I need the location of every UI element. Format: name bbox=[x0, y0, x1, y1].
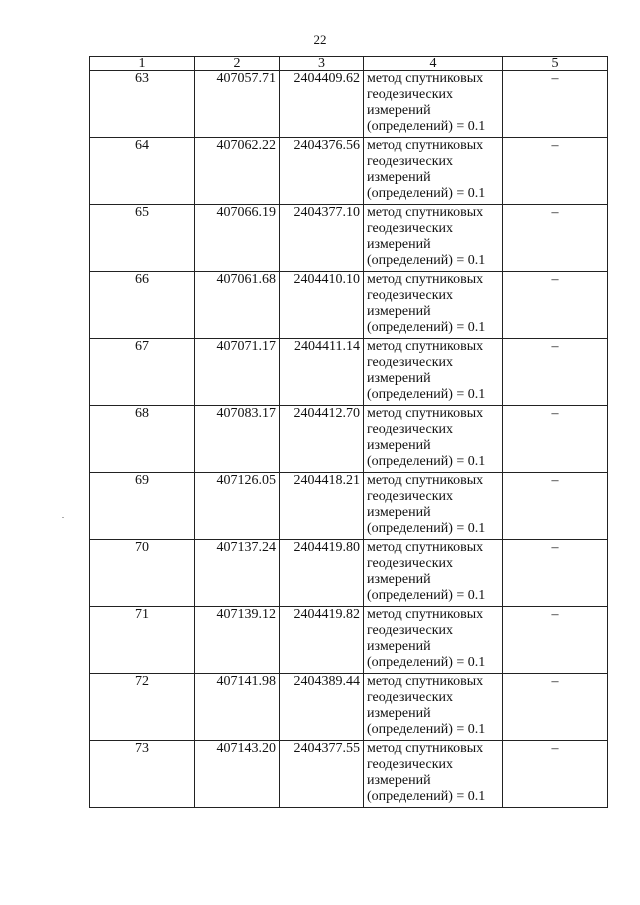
method-line: измерений bbox=[367, 505, 431, 520]
table-row bbox=[90, 272, 608, 339]
note-cell: – bbox=[503, 741, 608, 808]
method-cell bbox=[364, 607, 503, 674]
x-coordinate-cell: 407083.17 bbox=[195, 406, 280, 473]
y-coordinate-cell: 2404419.82 bbox=[280, 607, 364, 674]
point-number-cell: 69 bbox=[90, 473, 195, 540]
note-cell: – bbox=[503, 607, 608, 674]
method-line: измерений bbox=[367, 304, 431, 319]
method-line: метод спутниковых bbox=[367, 674, 484, 689]
column-header-2: 2 bbox=[195, 57, 280, 71]
y-coordinate-cell: 2404411.14 bbox=[280, 339, 364, 406]
method-line: (определений) = 0.1 bbox=[367, 119, 486, 134]
method-line: геодезических bbox=[367, 489, 454, 504]
table-row bbox=[90, 205, 608, 272]
method-line: метод спутниковых bbox=[367, 71, 484, 86]
method-cell bbox=[364, 272, 503, 339]
method-line: геодезических bbox=[367, 422, 454, 437]
x-coordinate-cell: 407137.24 bbox=[195, 540, 280, 607]
point-number-cell: 65 bbox=[90, 205, 195, 272]
x-coordinate-cell: 407143.20 bbox=[195, 741, 280, 808]
note-cell: – bbox=[503, 406, 608, 473]
method-cell bbox=[364, 138, 503, 205]
method-line: (определений) = 0.1 bbox=[367, 588, 486, 603]
y-coordinate-cell: 2404377.10 bbox=[280, 205, 364, 272]
x-coordinate-cell: 407139.12 bbox=[195, 607, 280, 674]
x-coordinate-cell: 407066.19 bbox=[195, 205, 280, 272]
method-line: (определений) = 0.1 bbox=[367, 789, 486, 804]
page-number: 22 bbox=[313, 32, 327, 47]
scan-artifact-mark bbox=[62, 517, 64, 518]
table-row bbox=[90, 473, 608, 540]
x-coordinate-cell: 407057.71 bbox=[195, 71, 280, 138]
point-number-cell: 67 bbox=[90, 339, 195, 406]
y-coordinate-cell: 2404418.21 bbox=[280, 473, 364, 540]
method-line: измерений bbox=[367, 706, 431, 721]
point-number-cell: 66 bbox=[90, 272, 195, 339]
method-line: метод спутниковых bbox=[367, 205, 484, 220]
y-coordinate-cell: 2404412.70 bbox=[280, 406, 364, 473]
column-header-4: 4 bbox=[364, 57, 503, 71]
method-line: метод спутниковых bbox=[367, 741, 484, 756]
y-coordinate-cell: 2404377.55 bbox=[280, 741, 364, 808]
method-cell bbox=[364, 339, 503, 406]
method-line: метод спутниковых bbox=[367, 138, 484, 153]
column-header-3: 3 bbox=[280, 57, 364, 71]
method-line: (определений) = 0.1 bbox=[367, 521, 486, 536]
method-line: измерений bbox=[367, 170, 431, 185]
method-cell bbox=[364, 406, 503, 473]
table-row bbox=[90, 339, 608, 406]
method-line: геодезических bbox=[367, 690, 454, 705]
note-cell: – bbox=[503, 71, 608, 138]
method-line: (определений) = 0.1 bbox=[367, 387, 486, 402]
method-line: измерений bbox=[367, 103, 431, 118]
table-row bbox=[90, 607, 608, 674]
table-row bbox=[90, 540, 608, 607]
method-line: (определений) = 0.1 bbox=[367, 655, 486, 670]
method-line: метод спутниковых bbox=[367, 607, 484, 622]
method-cell bbox=[364, 473, 503, 540]
x-coordinate-cell: 407126.05 bbox=[195, 473, 280, 540]
point-number-cell: 71 bbox=[90, 607, 195, 674]
y-coordinate-cell: 2404409.62 bbox=[280, 71, 364, 138]
method-line: геодезических bbox=[367, 757, 454, 772]
method-line: измерений bbox=[367, 773, 431, 788]
method-line: (определений) = 0.1 bbox=[367, 186, 486, 201]
column-header-5: 5 bbox=[503, 57, 608, 71]
table-row bbox=[90, 741, 608, 808]
x-coordinate-cell: 407061.68 bbox=[195, 272, 280, 339]
point-number-cell: 68 bbox=[90, 406, 195, 473]
point-number-cell: 63 bbox=[90, 71, 195, 138]
note-cell: – bbox=[503, 205, 608, 272]
x-coordinate-cell: 407141.98 bbox=[195, 674, 280, 741]
point-number-cell: 70 bbox=[90, 540, 195, 607]
x-coordinate-cell: 407071.17 bbox=[195, 339, 280, 406]
method-line: метод спутниковых bbox=[367, 473, 484, 488]
note-cell: – bbox=[503, 272, 608, 339]
method-line: измерений bbox=[367, 639, 431, 654]
y-coordinate-cell: 2404376.56 bbox=[280, 138, 364, 205]
table-row bbox=[90, 674, 608, 741]
method-line: геодезических bbox=[367, 623, 454, 638]
method-line: метод спутниковых bbox=[367, 540, 484, 555]
note-cell: – bbox=[503, 540, 608, 607]
method-line: геодезических bbox=[367, 556, 454, 571]
table-row bbox=[90, 406, 608, 473]
note-cell: – bbox=[503, 339, 608, 406]
y-coordinate-cell: 2404419.80 bbox=[280, 540, 364, 607]
method-cell bbox=[364, 674, 503, 741]
method-cell bbox=[364, 205, 503, 272]
method-cell bbox=[364, 741, 503, 808]
method-line: геодезических bbox=[367, 221, 454, 236]
method-line: измерений bbox=[367, 237, 431, 252]
method-line: измерений bbox=[367, 438, 431, 453]
method-line: метод спутниковых bbox=[367, 339, 484, 354]
column-header-1: 1 bbox=[90, 57, 195, 71]
coordinates-table bbox=[89, 56, 608, 808]
point-number-cell: 73 bbox=[90, 741, 195, 808]
method-line: геодезических bbox=[367, 154, 454, 169]
method-line: метод спутниковых bbox=[367, 272, 484, 287]
y-coordinate-cell: 2404389.44 bbox=[280, 674, 364, 741]
method-line: измерений bbox=[367, 572, 431, 587]
method-cell bbox=[364, 540, 503, 607]
method-line: геодезических bbox=[367, 288, 454, 303]
method-line: (определений) = 0.1 bbox=[367, 320, 486, 335]
y-coordinate-cell: 2404410.10 bbox=[280, 272, 364, 339]
method-line: (определений) = 0.1 bbox=[367, 454, 486, 469]
x-coordinate-cell: 407062.22 bbox=[195, 138, 280, 205]
method-line: (определений) = 0.1 bbox=[367, 253, 486, 268]
table-header-row bbox=[90, 57, 608, 71]
method-line: геодезических bbox=[367, 355, 454, 370]
method-line: (определений) = 0.1 bbox=[367, 722, 486, 737]
note-cell: – bbox=[503, 674, 608, 741]
table-row bbox=[90, 71, 608, 138]
method-line: измерений bbox=[367, 371, 431, 386]
table-row bbox=[90, 138, 608, 205]
method-line: метод спутниковых bbox=[367, 406, 484, 421]
note-cell: – bbox=[503, 473, 608, 540]
point-number-cell: 64 bbox=[90, 138, 195, 205]
method-line: геодезических bbox=[367, 87, 454, 102]
point-number-cell: 72 bbox=[90, 674, 195, 741]
note-cell: – bbox=[503, 138, 608, 205]
method-cell bbox=[364, 71, 503, 138]
